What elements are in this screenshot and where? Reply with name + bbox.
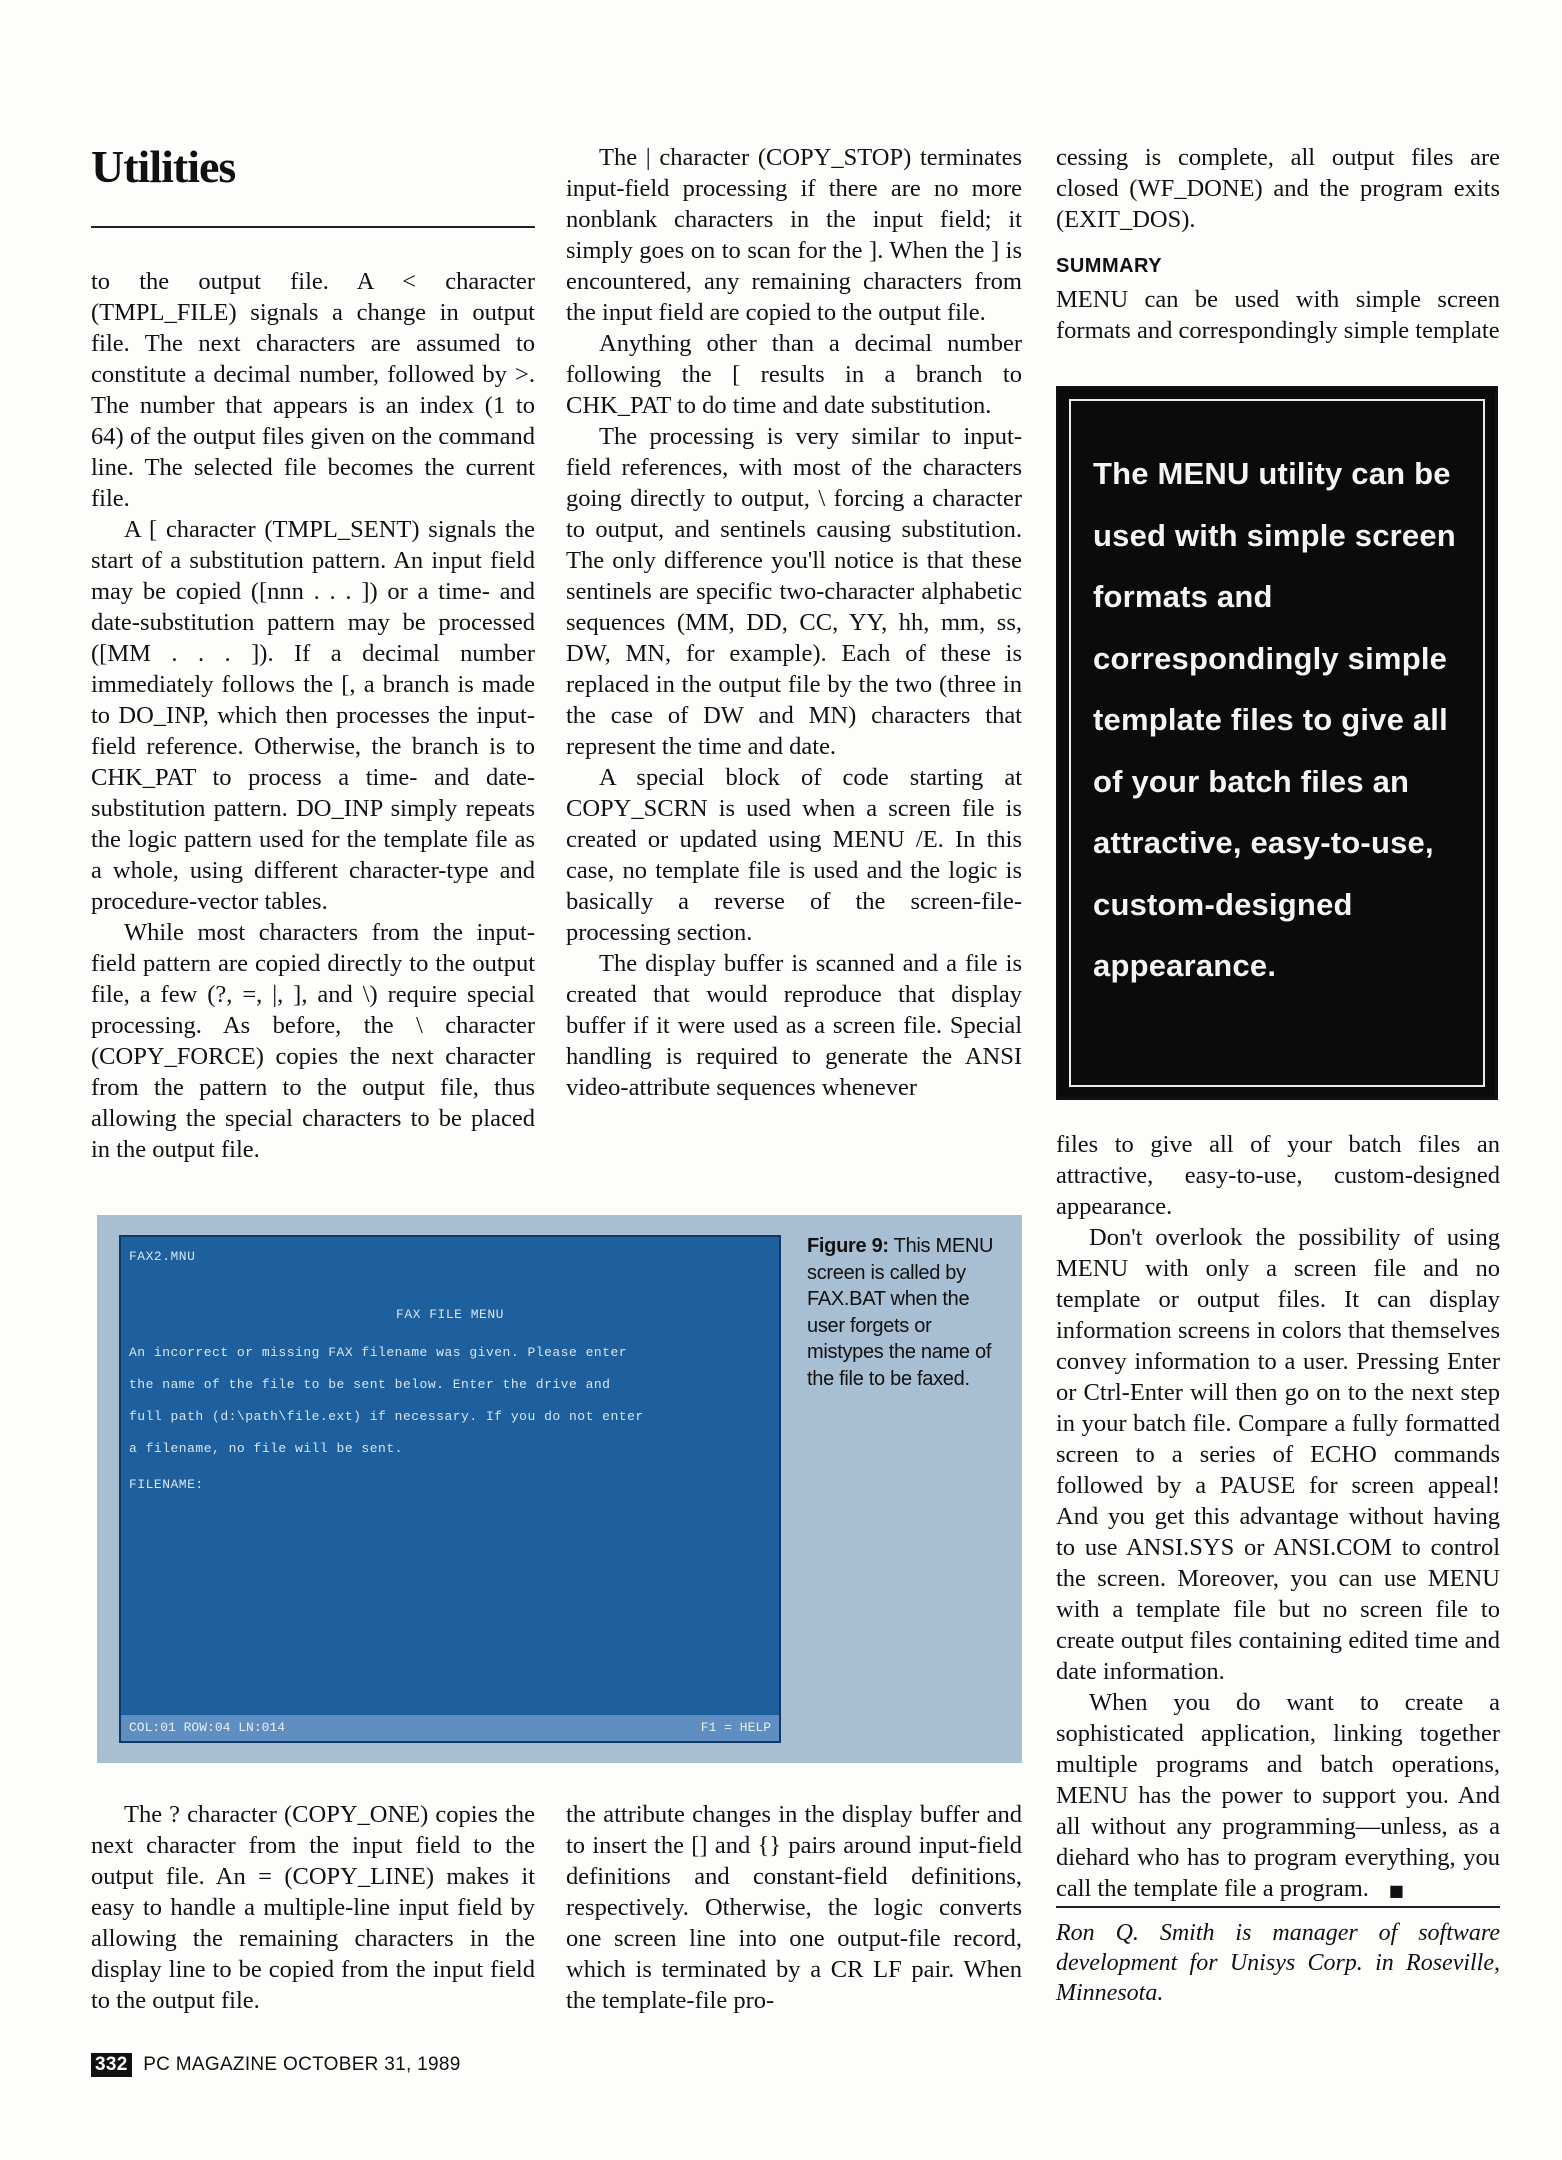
paragraph: The ? character (COPY_ONE) copies the next character from the input field to the output file. An = (COPY_LINE) makes it easy to handle a multiple-line input field by allowing the remaining characters in the display line to be copied from the input field to the output file. — [91, 1801, 535, 2014]
figure-caption-text: This MENU screen is called by FAX.BAT when the user forgets or mistypes the name of the file to be faxed. — [807, 1235, 994, 1390]
figure-9 — [97, 1215, 1022, 1763]
paragraph: Anything other than a decimal number following the [ results in a branch to CHK_PAT to do time and date substitution. — [566, 330, 1022, 419]
figure-caption — [807, 1233, 997, 1392]
page-number: 332 — [91, 2053, 132, 2077]
paragraph: the attribute changes in the display buffer and to insert the [] and {} pairs around input-field definitions and constant-field definitions, respectively. Otherwise, the logic converts one screen line into one output-file record, which is terminated by a CR LF pair. When the template-file pro- — [566, 1801, 1022, 2014]
paragraph: While most characters from the input-field pattern are copied directly to the output file, a few (?, =, |, ], and \) require special processing. As before, the \ character (COPY_FORCE) copies the next character from the pattern to the output file, thus allowing the special characters to be placed in the output file. — [91, 919, 535, 1163]
paragraph: to the output file. A < character (TMPL_FILE) signals a change in output file. The next characters are assumed to constitute a decimal number, followed by >. The number that appears is an index (1 to 64) of the output files given on the command line. The selected file becomes the current file. — [91, 268, 535, 512]
paragraph: A [ character (TMPL_SENT) signals the start of a substitution pattern. An input field may be copied ([nnn . . . ]) or a time- and date-substitution pattern may be processed ([MM . . . ]). If a decimal number immediately follows the [, a branch is made to DO_INP, which then processes the input-field reference. Otherwise, the branch is to CHK_PAT to process a time- and date-substitution pattern. DO_INP simply repeats the logic pattern used for the template file as a whole, using different character-type and procedure-vector tables. — [91, 516, 535, 915]
screen-text-line: the name of the file to be sent below. Enter the drive and — [129, 1377, 611, 1392]
column-3-top — [1056, 142, 1500, 346]
screen-status-bar — [121, 1715, 779, 1741]
paragraph-text: When you do want to create a sophisticated application, linking together multiple programs and batch operations, MENU has the power to support you. And all without any programming—unless, as a diehard who has to program everything, you call the template file a program. — [1056, 1689, 1500, 1902]
paragraph: MENU can be used with simple screen formats and correspondingly simple template — [1056, 286, 1500, 344]
paragraph: The | character (COPY_STOP) terminates input-field processing if there are no more nonblank characters in the input field; it simply goes on to scan for the ]. When the ] is encountered, any remaining characters from the input field are copied to the output file. — [566, 144, 1022, 326]
figure-caption-label: Figure 9: — [807, 1235, 889, 1257]
screen-text-line: An incorrect or missing FAX filename was given. Please enter — [129, 1345, 628, 1360]
screen-title: FAX FILE MENU — [396, 1307, 504, 1322]
summary-heading: SUMMARY — [1056, 255, 1163, 277]
status-right: F1 = HELP — [700, 1720, 771, 1735]
pull-quote — [1056, 386, 1498, 1100]
screen-text-line: a filename, no file will be sent. — [129, 1441, 403, 1456]
paragraph: files to give all of your batch files an attractive, easy-to-use, custom-designed appearance. — [1056, 1131, 1500, 1220]
column-2-bottom — [566, 1799, 1022, 2016]
paragraph: Don't overlook the possibility of using MENU with only a screen file and no template or output files. It can display information screens in colors that themselves convey information to a user. Pressing Enter or Ctrl-Enter will then go on to the next step in your batch file. Compare a fully formatted screen to a series of ECHO commands followed by a PAUSE for screen appeal! And you get this advantage without having to use ANSI.SYS or ANSI.COM to control the screen. Moreover, you can use MENU with a template file but no screen file to create output files containing edited time and date information. — [1056, 1224, 1500, 1685]
paragraph: A special block of code starting at COPY_SCRN is used when a screen file is created or updated using MENU /E. In this case, no template file is used and the logic is basically a reverse of the screen-file-processing section. — [566, 764, 1022, 946]
column-3-bottom — [1056, 1129, 1500, 1906]
screen-text-line: full path (d:\path\file.ext) if necessary. If you do not enter — [129, 1409, 644, 1424]
paragraph: The display buffer is scanned and a file is created that would reproduce that display buffer if it were used as a screen file. Special handling is required to generate the ANSI video-attribute sequences whenever — [566, 950, 1022, 1101]
fax-menu-screenshot — [119, 1235, 781, 1743]
page-footer — [91, 2053, 461, 2079]
screen-prompt: FILENAME: — [129, 1477, 204, 1492]
status-left: COL:01 ROW:04 LN:014 — [129, 1720, 286, 1735]
paragraph: The processing is very similar to input-field references, with most of the characters going directly to output, \ forcing a character to output, and sentinels causing substitution. The only difference you'll notice is that these sentinels are specific two-character alphabetic sequences (MM, DD, CC, YY, hh, mm, ss, DW, MN, for example). Each of these is replaced in the output file by the two (three in the case of DW and MN) characters that represent the time and date. — [566, 423, 1022, 760]
section-title: Utilities — [91, 141, 236, 192]
column-1-bottom — [91, 1799, 535, 2016]
end-mark-icon: ■ — [1388, 1881, 1405, 1900]
bio-divider — [1056, 1906, 1500, 1908]
author-bio: Ron Q. Smith is manager of software development for Unisys Corp. in Roseville, Minnesota. — [1056, 1920, 1500, 2006]
footer-text: PC MAGAZINE OCTOBER 31, 1989 — [143, 2054, 461, 2075]
column-1-top — [91, 266, 535, 1165]
screen-corner-label: FAX2.MNU — [129, 1249, 196, 1264]
column-2-top — [566, 142, 1022, 1103]
title-divider — [91, 226, 535, 228]
pull-quote-text: The MENU utility can be used with simple screen formats and correspondingly simple template files to give all of your batch files an attractive, easy-to-use, custom-designed appearance. — [1093, 456, 1456, 983]
paragraph: cessing is complete, all output files are closed (WF_DONE) and the program exits (EXIT_DOS). — [1056, 144, 1500, 233]
paragraph — [1056, 1687, 1500, 1906]
